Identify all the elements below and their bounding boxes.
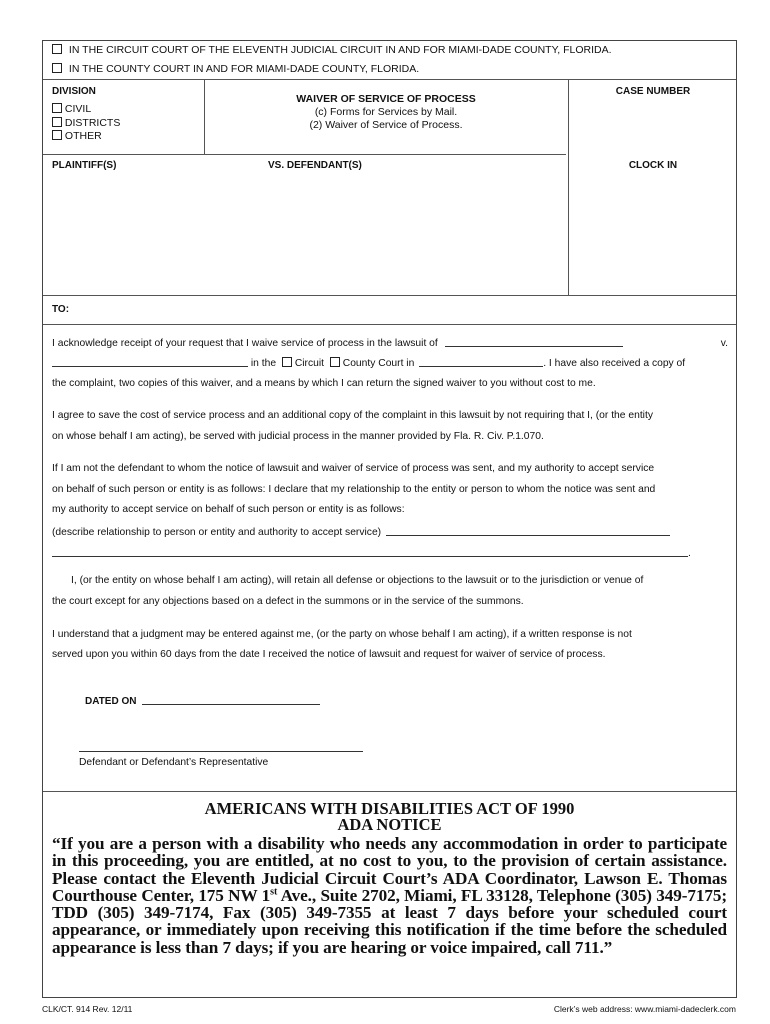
- case-number-label: CASE NUMBER: [615, 86, 691, 97]
- dated-on-row: [85, 695, 320, 708]
- county-court-in-checkbox[interactable]: [330, 357, 340, 367]
- ada-text-part: Ave., Suite 2702, Miami, FL 33128, Telephone (305) 349-7175; TDD (305) 349-7174, Fax (305) 349-7355 at least 7 days before your scheduled court appearance, or immediately upon receiving this notification if the time before the scheduled appearance is less than 7 days; if you are hearing or voice impaired, call 711.”: [52, 885, 727, 957]
- division-option-label: OTHER: [64, 130, 102, 142]
- divider: [568, 79, 569, 295]
- plaintiff-label: PLAINTIFF(S): [52, 160, 117, 171]
- districts-checkbox[interactable]: [52, 117, 62, 127]
- division-option-civil[interactable]: [52, 103, 120, 117]
- divider: [43, 79, 736, 80]
- court-option-county[interactable]: [52, 63, 419, 76]
- ada-notice: [52, 801, 727, 956]
- paragraph-text: . I have also received a copy of: [543, 358, 686, 369]
- dated-on-label: DATED ON: [85, 696, 137, 707]
- paragraph-2-line-2: on whose behalf I am acting), be served with judicial process in the manner provided by Fla. R. Civ. P.1.070.: [52, 431, 544, 442]
- court-option-label: IN THE COUNTY COURT IN AND FOR MIAMI-DADE COUNTY, FLORIDA.: [68, 63, 420, 75]
- circuit-checkbox[interactable]: [282, 357, 292, 367]
- form-subtitle-1: (c) Forms for Services by Mail.: [314, 106, 458, 118]
- paragraph-3-line-3: my authority to accept service on behalf of such person or entity is as follows:: [52, 504, 405, 515]
- paragraph-1-line-1: [52, 337, 728, 350]
- paragraph-5-line-1: I understand that a judgment may be entered against me, (or the party on whose behalf I am acting), if a written response is not: [52, 629, 632, 640]
- paragraph-3-line-1: If I am not the defendant to whom the notice of lawsuit and waiver of service of process was sent, and my authority to accept service: [52, 463, 655, 474]
- ada-heading: AMERICANS WITH DISABILITIES ACT OF 1990: [204, 799, 575, 818]
- describe-line-2: [52, 547, 691, 560]
- dated-on-blank[interactable]: [142, 695, 320, 705]
- form-title: WAIVER OF SERVICE OF PROCESS: [296, 93, 476, 105]
- division-option-districts[interactable]: [52, 117, 120, 131]
- to-label: TO:: [52, 304, 70, 315]
- circuit-court-checkbox[interactable]: [52, 44, 62, 54]
- form-title-block: [204, 93, 568, 132]
- paragraph-text: v.: [720, 338, 728, 349]
- paragraph-text: County Court in: [342, 358, 415, 369]
- signature-label: Defendant or Defendant’s Representative: [79, 757, 269, 768]
- paragraph-text: in the: [250, 358, 277, 369]
- form-subtitle-2: (2) Waiver of Service of Process.: [309, 119, 463, 131]
- defendant-name-blank[interactable]: [52, 357, 248, 367]
- plaintiff-name-blank[interactable]: [445, 337, 623, 347]
- paragraph-3-line-2: on behalf of such person or entity is as follows: I declare that my relationship to the entity or person to whom the notice was sent and: [52, 484, 656, 495]
- division-option-label: DISTRICTS: [64, 116, 121, 129]
- paragraph-text: Circuit: [294, 358, 325, 369]
- county-court-checkbox[interactable]: [52, 63, 62, 73]
- clock-in-label: CLOCK IN: [628, 160, 678, 171]
- defendant-label: VS. DEFENDANT(S): [268, 160, 362, 171]
- county-blank[interactable]: [419, 357, 543, 367]
- divider: [43, 324, 736, 325]
- describe-label: (describe relationship to person or entity and authority to accept service): [52, 527, 382, 538]
- civil-checkbox[interactable]: [52, 103, 62, 113]
- ada-superscript: st: [270, 886, 278, 898]
- paragraph-2-line-1: I agree to save the cost of service process and an additional copy of the complaint in this lawsuit by not requiring that I, (or the entity: [52, 410, 653, 421]
- division-option-other[interactable]: [52, 130, 120, 144]
- division-options: [52, 103, 120, 144]
- paragraph-text: I acknowledge receipt of your request that I waive service of process in the lawsuit of: [52, 338, 438, 349]
- ada-subheading: ADA NOTICE: [337, 815, 442, 834]
- form-frame: [42, 40, 737, 998]
- paragraph-1-line-2: [52, 357, 685, 370]
- divider: [43, 791, 736, 792]
- other-checkbox[interactable]: [52, 130, 62, 140]
- paragraph-4-line-1: I, (or the entity on whose behalf I am acting), will retain all defense or objections to the lawsuit or to the jurisdiction or venue of: [71, 575, 644, 586]
- form-id: CLK/CT. 914 Rev. 12/11: [42, 1004, 133, 1014]
- paragraph-text: .: [688, 548, 691, 559]
- court-option-circuit[interactable]: [52, 44, 612, 57]
- division-label: DIVISION: [52, 86, 96, 97]
- describe-line: [52, 526, 670, 539]
- signature-line[interactable]: [79, 751, 363, 752]
- relationship-blank-1[interactable]: [386, 526, 670, 536]
- paragraph-4-line-2: the court except for any objections based on a defect in the summons or in the service of the summons.: [52, 596, 524, 607]
- ada-text-part: “If you are a person with a disability who needs any accommodation in order to participate in this proceeding, you are entitled, at no cost to you, to the provision of certain assistance. Please contact the Eleventh Judicial Circuit Court’s ADA Coordinator, Lawson E. Thomas Courthouse Center, 175 NW 1: [52, 834, 727, 905]
- ada-notice-text: [52, 835, 727, 956]
- court-option-label: IN THE CIRCUIT COURT OF THE ELEVENTH JUDICIAL CIRCUIT IN AND FOR MIAMI-DADE COUNTY, FLORIDA.: [68, 44, 612, 56]
- divider: [43, 295, 736, 296]
- paragraph-1-line-3: the complaint, two copies of this waiver, and a means by which I can return the signed waiver to you without cost to me.: [52, 378, 596, 389]
- clerk-web-address: Clerk’s web address: www.miami-dadeclerk.com: [553, 1004, 736, 1014]
- paragraph-5-line-2: served upon you within 60 days from the date I received the notice of lawsuit and request for waiver of service of process.: [52, 649, 606, 660]
- division-option-label: CIVIL: [64, 103, 92, 115]
- divider: [43, 154, 566, 155]
- relationship-blank-2[interactable]: [52, 547, 688, 557]
